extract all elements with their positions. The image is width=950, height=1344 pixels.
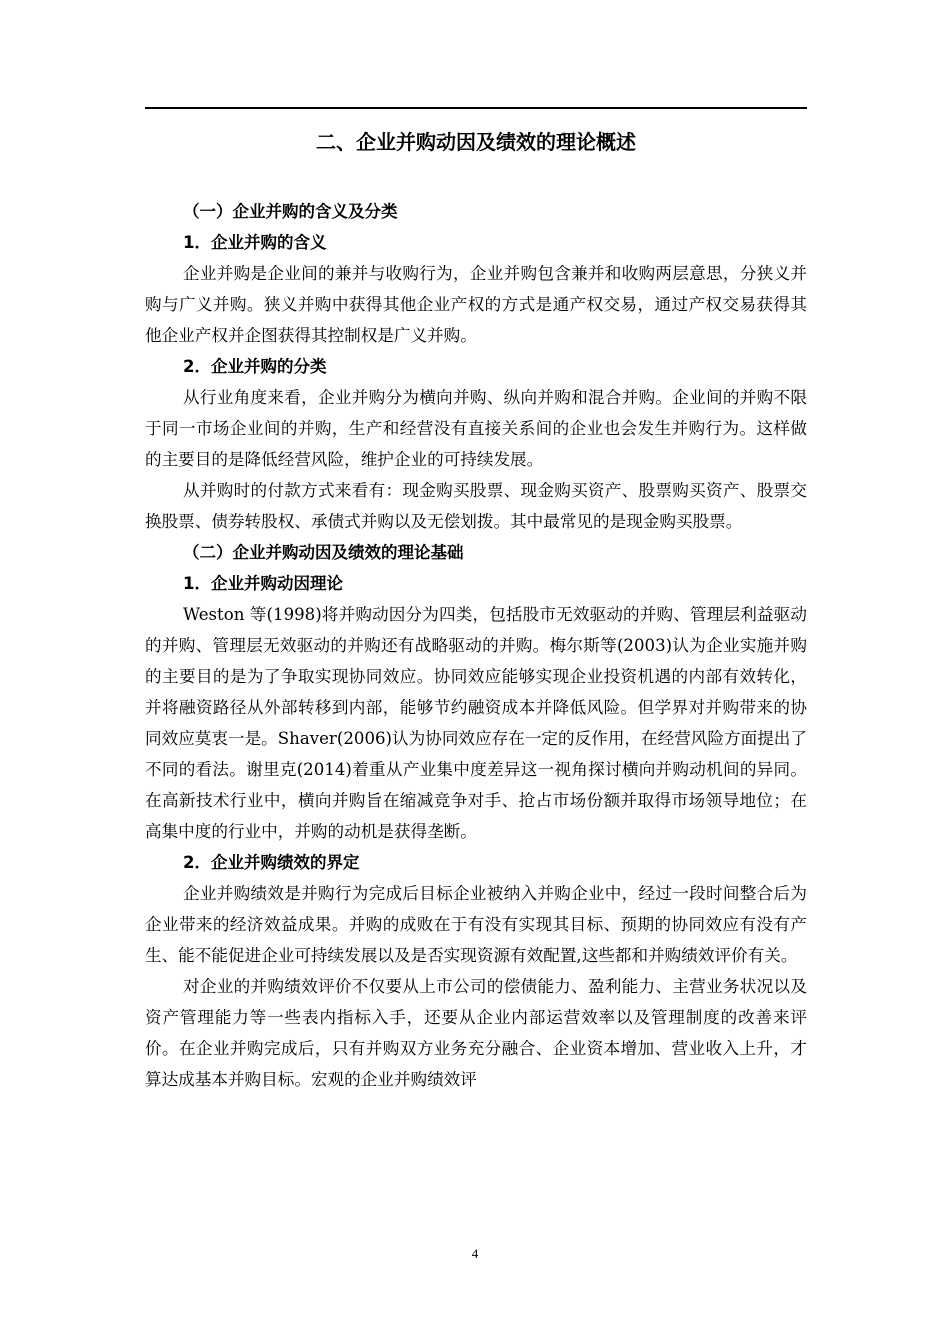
subsection-title-2-2: 2．企业并购绩效的界定 xyxy=(183,853,360,872)
subsection-title-1-2: 2．企业并购的分类 xyxy=(183,357,327,376)
paragraph: 企业并购绩效是并购行为完成后目标企业被纳入并购企业中，经过一段时间整合后为企业带来的经济效益成果。并购的成败在于有没有实现其目标、预期的协同效应有没有产生、能不能促进企业可持续发展以及是否实现资源有效配置,这些都和并购绩效评价有关。 xyxy=(145,884,807,965)
paragraph: 企业并购是企业间的兼并与收购行为，企业并购包含兼并和收购两层意思，分狭义并购与广义并购。狭义并购中获得其他企业产权的方式是通产权交易，通过产权交易获得其他企业产权并企图获得其控制权是广义并购。 xyxy=(145,264,807,345)
paragraph: 从并购时的付款方式来看有：现金购买股票、现金购买资产、股票购买资产、股票交换股票、债券转股权、承债式并购以及无偿划拨。其中最常见的是现金购买股票。 xyxy=(145,481,807,531)
header-rule xyxy=(145,107,807,109)
subsection-title-2-1: 1．企业并购动因理论 xyxy=(183,574,343,593)
chapter-title: 二、企业并购动因及绩效的理论概述 xyxy=(316,130,636,154)
section-title-1: （一）企业并购的含义及分类 xyxy=(183,202,398,221)
page-number: 4 xyxy=(471,1246,479,1261)
paragraph: 从行业角度来看，企业并购分为横向并购、纵向并购和混合并购。企业间的并购不限于同一市场企业间的并购，生产和经营没有直接关系间的企业也会发生并购行为。这样做的主要目的是降低经营风险，维护企业的可持续发展。 xyxy=(145,388,807,469)
section-title-2: （二）企业并购动因及绩效的理论基础 xyxy=(183,543,464,562)
title-spacer xyxy=(145,160,807,196)
paragraph: 对企业的并购绩效评价不仅要从上市公司的偿债能力、盈利能力、主营业务状况以及资产管理能力等一些表内指标入手，还要从企业内部运营效率以及管理制度的改善来评价。在企业并购完成后，只有并购双方业务充分融合、企业资本增加、营业收入上升，才算达成基本并购目标。宏观的企业并购绩效评 xyxy=(145,977,807,1089)
subsection-title-1-1: 1．企业并购的含义 xyxy=(183,233,327,252)
paragraph: Weston 等(1998)将并购动因分为四类，包括股市无效驱动的并购、管理层利益驱动的并购、管理层无效驱动的并购还有战略驱动的并购。梅尔斯等(2003)认为企业实施并购的主要目的是为了争取实现协同效应。协同效应能够实现企业投资机遇的内部有效转化，并将融资路径从外部转移到内部，能够节约融资成本并降低风险。但学界对并购带来的协同效应莫衷一是。Shaver(2006)认为协同效应存在一定的反作用，在经营风险方面提出了不同的看法。谢里克(2014)着重从产业集中度差异这一视角探讨横向并购动机间的异同。在高新技术行业中，横向并购旨在缩减竞争对手、抢占市场份额并取得市场领导地位；在高集中度的行业中，并购的动机是获得垄断。 xyxy=(145,605,807,841)
document-body xyxy=(145,124,807,1095)
